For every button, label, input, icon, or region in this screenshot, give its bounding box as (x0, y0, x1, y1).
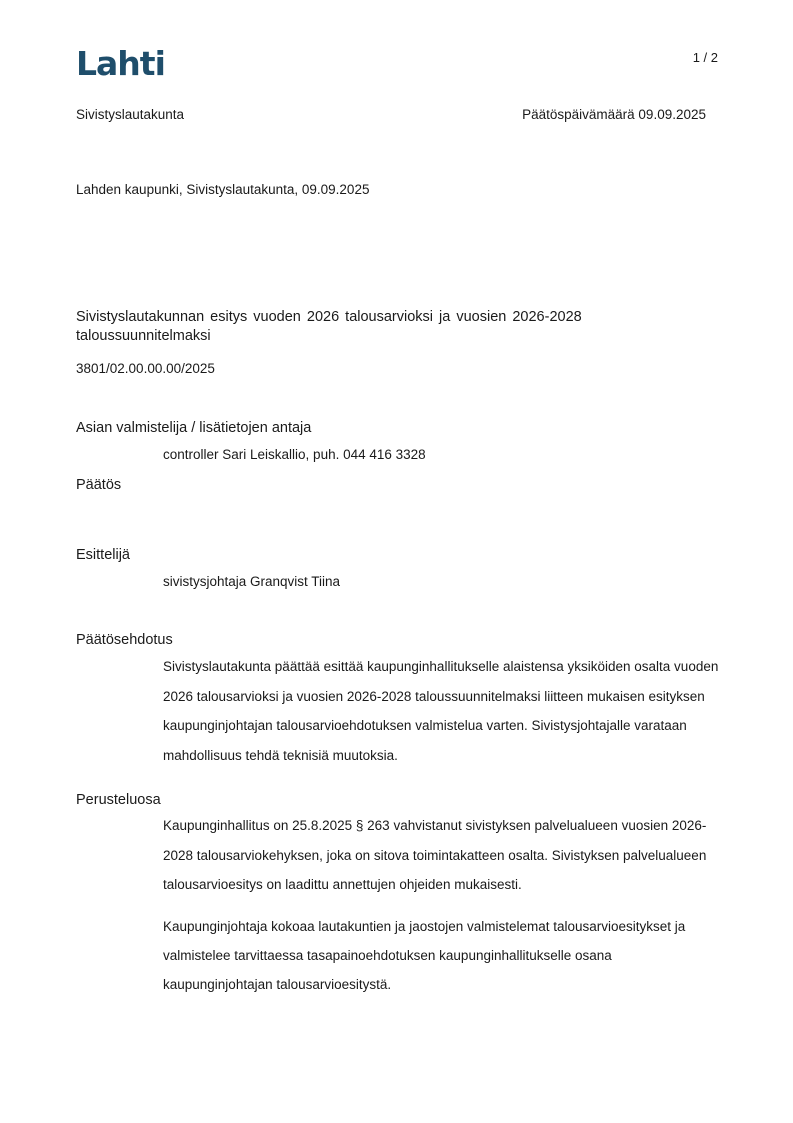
proposal-text: Sivistyslautakunta päättää esittää kaupunginhallitukselle alaistensa yksiköiden osalta vuoden 2026 talousarvioksi ja vuosien 2026-2028 taloussuunnitelmaksi liitteen mukaisen esityksen kaupunginjohtajan talousarvioehdotuksen valmistelua varten. Sivistysjohtajalle varataan mahdollisuus tehdä teknisiä muutoksia. (163, 659, 719, 763)
rationale-text-1: Kaupunginhallitus on 25.8.2025 § 263 vahvistanut sivistyksen palvelualueen vuosien 2026-2028 talousarviokehyksen, joka on sitova toimintakatteen osalta. Sivistyksen palvelualueen talousarvioesitys on laadittu annettujen ohjeiden mukaisesti. (163, 818, 707, 892)
presenter-text: sivistysjohtaja Granqvist Tiina (163, 574, 341, 589)
document-reference: 3801/02.00.00.00/2025 (76, 361, 215, 376)
preparer-heading: Asian valmistelija / lisätietojen antaja (76, 420, 312, 436)
preparer-text: controller Sari Leiskallio, puh. 044 416 3328 (163, 447, 426, 462)
decision-date: Päätöspäivämäärä 09.09.2025 (522, 107, 706, 122)
page-number: 1 / 2 (692, 50, 718, 65)
proposal-heading: Päätösehdotus (76, 632, 173, 648)
location-line: Lahden kaupunki, Sivistyslautakunta, 09.09.2025 (76, 182, 370, 197)
decision-heading: Päätös (76, 477, 122, 493)
board-name: Sivistyslautakunta (76, 107, 185, 122)
lahti-logo: Lahti (76, 44, 165, 83)
rationale-heading: Perusteluosa (76, 792, 161, 808)
presenter-heading: Esittelijä (76, 547, 130, 563)
document-title: Sivistyslautakunnan esitys vuoden 2026 talousarvioksi ja vuosien 2026-2028 taloussuunnitelmaksi (76, 309, 582, 344)
rationale-text-2: Kaupunginjohtaja kokoaa lautakuntien ja jaostojen valmistelemat talousarvioesitykset ja valmistelee tarvittaessa tasapainoehdotuksen kaupunginhallitukselle osana kaupunginjohtajan talousarvioesitystä. (163, 919, 686, 992)
